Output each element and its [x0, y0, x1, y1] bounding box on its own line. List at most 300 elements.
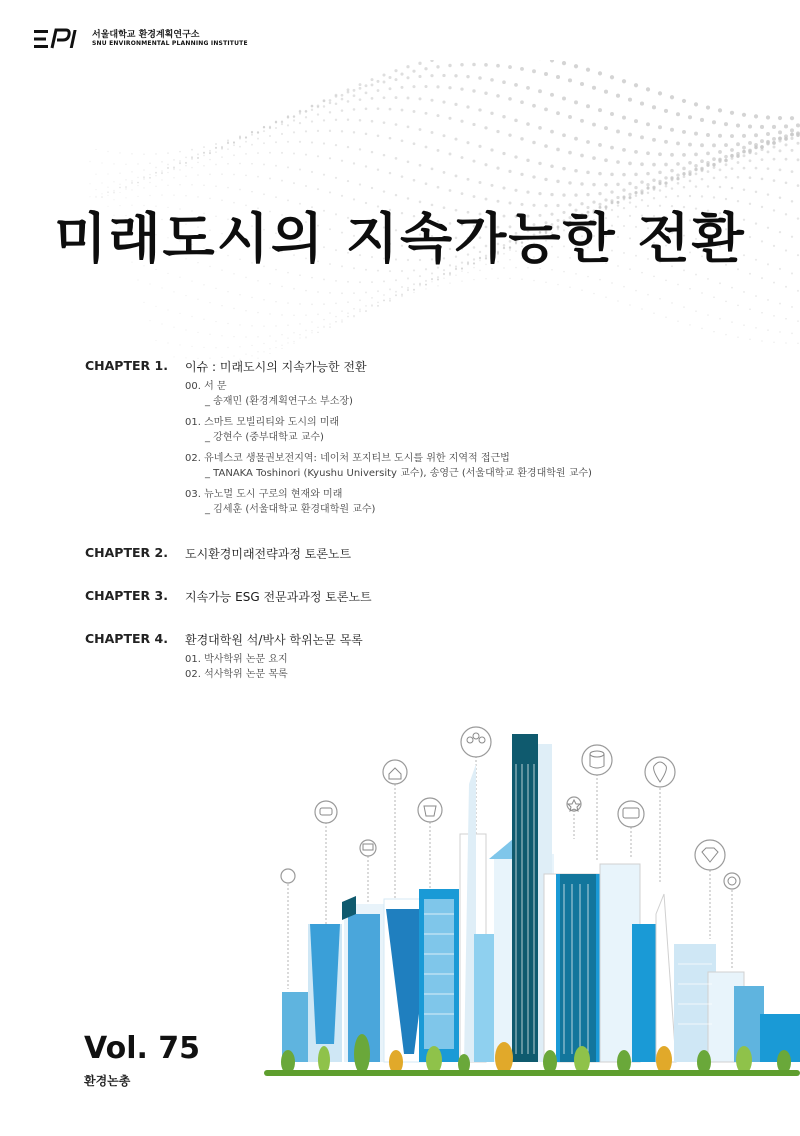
wave-dot: [359, 310, 360, 311]
wave-dot: [407, 290, 408, 291]
wave-dot: [653, 188, 656, 191]
wave-dot: [773, 315, 775, 317]
wave-dot: [514, 119, 518, 123]
wave-dot: [586, 140, 590, 144]
wave-dot: [179, 313, 180, 314]
wave-dot: [599, 279, 601, 281]
wave-dot: [778, 116, 782, 120]
wave-dot: [635, 290, 637, 292]
wave-dot: [725, 163, 728, 166]
wave-dot: [700, 159, 704, 163]
wave-dot: [161, 170, 163, 172]
wave-dot: [125, 164, 126, 165]
wave-dot: [406, 65, 409, 68]
wave-dot: [437, 285, 438, 286]
wave-dot: [269, 353, 270, 354]
wave-dot: [407, 160, 410, 163]
chapter-title: 도시환경미래전략과정 토론노트: [185, 547, 352, 561]
wave-dot: [659, 182, 662, 185]
wave-dot: [287, 117, 289, 119]
wave-dot: [731, 287, 733, 289]
wave-dot: [635, 191, 638, 194]
wave-dot: [323, 279, 325, 281]
wave-dot: [425, 146, 428, 149]
wave-dot: [239, 346, 240, 347]
wave-dot: [592, 156, 596, 160]
wave-dot: [443, 134, 446, 137]
wave-dot: [784, 124, 788, 128]
wave-dot: [263, 142, 265, 144]
wave-dot: [293, 332, 294, 333]
wave-dot: [419, 128, 422, 131]
wave-dot: [341, 292, 343, 294]
wave-dot: [203, 152, 205, 154]
wave-dot: [155, 186, 156, 187]
wave-dot: [383, 190, 385, 192]
wave-dot: [670, 128, 674, 132]
wave-dot: [647, 192, 649, 194]
wave-dot: [730, 111, 734, 115]
wave-dot: [622, 148, 626, 152]
wave-dot: [365, 310, 366, 311]
wave-dot: [514, 155, 517, 158]
wave-dot: [227, 323, 228, 324]
wave-dot: [251, 297, 252, 298]
wave-dot: [143, 153, 145, 155]
wave-dot: [520, 173, 523, 176]
wave-dot: [419, 97, 422, 100]
wave-dot: [269, 313, 270, 314]
wave-dot: [532, 175, 535, 178]
wave-dot: [454, 138, 457, 141]
wave-dot: [455, 174, 458, 177]
wave-dot: [689, 324, 691, 326]
wave-dot: [359, 183, 361, 185]
wave-dot: [281, 334, 282, 335]
toc-item-author: _ 김세훈 (서울대학교 환경대학원 교수): [205, 504, 376, 515]
chapter-body: [185, 358, 705, 523]
wave-dot: [323, 327, 324, 328]
wave-dot: [293, 341, 294, 342]
wave-dot: [520, 137, 523, 140]
wave-dot: [749, 176, 752, 179]
wave-dot: [371, 281, 373, 283]
wave-dot: [749, 308, 751, 310]
wave-dot: [305, 337, 306, 338]
wave-dot: [275, 141, 277, 143]
wave-dot: [490, 112, 493, 115]
wave-dot: [233, 336, 234, 337]
wave-dot: [454, 103, 457, 106]
wave-dot: [287, 166, 289, 168]
wave-dot: [341, 109, 344, 112]
wave-dot: [736, 142, 740, 146]
wave-dot: [778, 137, 781, 140]
wave-dot: [575, 273, 577, 275]
wave-dot: [646, 87, 650, 91]
wave-dot: [725, 301, 727, 303]
wave-dot: [670, 169, 674, 173]
wave-dot: [659, 189, 661, 191]
wave-dot: [365, 165, 367, 167]
wave-dot: [215, 151, 217, 153]
wave-dot: [437, 276, 439, 278]
wave-dot: [592, 86, 596, 90]
wave-dot: [472, 160, 475, 163]
wave-dot: [610, 146, 614, 150]
wave-dot: [490, 184, 493, 187]
wave-dot: [119, 187, 120, 188]
wave-dot: [791, 149, 794, 152]
toc-item-author: _ TANAKA Toshinori (Kyushu University 교수), 송영근 (서울대학교 환경대학원 교수): [205, 468, 592, 479]
wave-dot: [191, 280, 192, 281]
wave-dot: [173, 177, 174, 178]
wave-dot: [634, 119, 638, 123]
wave-dot: [604, 183, 607, 186]
chapter-title: 이슈 : 미래도시의 지속가능한 전환: [185, 360, 367, 374]
wave-dot: [335, 119, 337, 121]
wave-dot: [311, 141, 313, 143]
wave-dot: [497, 278, 498, 279]
wave-dot: [653, 276, 655, 278]
laptop-icon: [360, 840, 376, 856]
wave-dot: [263, 126, 265, 128]
car-icon: [315, 801, 337, 823]
wave-dot: [203, 165, 205, 167]
wave-dot: [413, 110, 416, 113]
wave-dot: [161, 161, 163, 163]
wave-dot: [634, 173, 638, 177]
wave-dot: [526, 86, 530, 90]
wave-dot: [323, 319, 325, 321]
wave-dot: [377, 290, 379, 292]
wave-dot: [532, 69, 536, 73]
wave-dot: [251, 131, 253, 133]
wave-dot: [532, 104, 536, 108]
wave-dot: [137, 163, 138, 164]
chapter-2: [85, 545, 705, 566]
wave-dot: [209, 152, 211, 154]
wave-dot: [251, 134, 253, 136]
wave-dot: [431, 131, 434, 134]
wave-dot: [257, 132, 259, 134]
wave-dot: [394, 78, 397, 81]
wave-dot: [586, 68, 590, 72]
wave-dot: [719, 318, 721, 320]
wave-dot: [707, 314, 709, 316]
wave-dot: [407, 96, 410, 99]
wave-dot: [203, 184, 205, 186]
wave-dot: [755, 152, 758, 155]
wave-dot: [598, 192, 601, 195]
wave-dot: [443, 273, 445, 275]
wave-dot: [185, 165, 187, 167]
wave-dot: [299, 112, 301, 114]
wave-dot: [730, 134, 734, 138]
wave-dot: [713, 166, 716, 169]
wave-dot: [790, 137, 793, 140]
wave-dot: [215, 164, 217, 166]
wave-dot: [556, 148, 560, 152]
wave-dot: [311, 120, 313, 122]
wave-dot: [353, 308, 355, 310]
wave-dot: [323, 303, 325, 305]
wave-dot: [754, 133, 758, 137]
wave-dot: [275, 340, 276, 341]
wave-dot: [245, 141, 247, 143]
wave-dot: [430, 60, 433, 62]
wave-dot: [131, 183, 132, 184]
wave-dot: [95, 149, 96, 150]
wave-dot: [634, 83, 638, 87]
wave-dot: [371, 297, 373, 299]
wave-dot: [743, 324, 745, 326]
wave-dot: [784, 143, 787, 146]
wave-dot: [329, 312, 331, 314]
wave-dot: [251, 355, 252, 356]
wave-dot: [221, 173, 223, 175]
wave-dot: [719, 282, 721, 284]
wave-dot: [466, 75, 469, 78]
wave-dot: [683, 306, 685, 308]
wave-dot: [251, 191, 253, 193]
wave-dot: [449, 152, 452, 155]
wave-dot: [245, 175, 247, 177]
wave-dot: [233, 141, 235, 143]
wave-dot: [676, 173, 679, 176]
wave-dot: [718, 134, 722, 138]
wave-dot: [544, 144, 548, 148]
wave-dot: [347, 91, 350, 94]
wave-dot: [791, 333, 793, 335]
chapter-1: [85, 358, 705, 523]
wave-dot: [335, 144, 337, 146]
wave-dot: [383, 81, 386, 84]
wave-dot: [347, 281, 349, 283]
ground-strip: [264, 1070, 800, 1076]
wave-dot: [239, 138, 241, 140]
wave-dot: [586, 171, 590, 175]
wave-dot: [329, 130, 331, 132]
wave-dot: [353, 315, 354, 316]
wave-dot: [287, 337, 288, 338]
wave-dot: [665, 185, 668, 188]
wave-dot: [544, 72, 548, 76]
wave-dot: [137, 185, 138, 186]
wave-dot: [305, 130, 307, 132]
wave-dot: [773, 179, 776, 182]
wave-dot: [329, 111, 331, 113]
wave-dot: [167, 172, 168, 173]
wave-dot: [341, 130, 343, 132]
wave-dot: [401, 286, 403, 288]
wave-dot: [275, 127, 277, 129]
wave-dot: [562, 167, 566, 171]
home-icon: [383, 760, 407, 784]
wave-dot: [749, 339, 751, 341]
wave-dot: [743, 154, 746, 157]
wave-dot: [419, 164, 422, 167]
wave-dot: [401, 86, 404, 89]
wave-dot: [502, 186, 505, 189]
wave-dot: [472, 63, 476, 67]
wave-dot: [359, 98, 362, 101]
wave-dot: [365, 92, 368, 95]
wave-dot: [335, 280, 337, 282]
wave-dot: [353, 292, 355, 294]
wave-dot: [508, 97, 512, 101]
wave-dot: [365, 291, 367, 293]
wave-dot: [509, 278, 510, 279]
people-icon: [461, 727, 491, 757]
wave-dot: [287, 141, 289, 143]
wave-dot: [305, 314, 307, 316]
wave-dot: [767, 299, 769, 301]
wave-dot: [694, 152, 698, 156]
wave-dot: [209, 150, 211, 152]
wave-dot: [419, 275, 421, 277]
wave-dot: [191, 316, 192, 317]
wave-dot: [173, 327, 174, 328]
chat-icon: [618, 801, 644, 827]
wave-dot: [700, 143, 704, 147]
wave-dot: [155, 167, 157, 169]
wave-dot: [377, 80, 380, 83]
wave-dot: [707, 164, 710, 167]
wave-dot: [101, 193, 102, 194]
wave-dot: [665, 279, 667, 281]
wave-dot: [329, 323, 331, 325]
wave-dot: [335, 321, 336, 322]
wave-dot: [695, 168, 698, 171]
wave-dot: [664, 176, 667, 179]
wave-dot: [628, 162, 632, 166]
wave-dot: [779, 149, 782, 152]
wave-dot: [359, 119, 362, 122]
wave-dot: [695, 173, 698, 176]
wave-dot: [371, 187, 373, 189]
wave-dot: [143, 179, 144, 180]
wave-dot: [484, 163, 487, 166]
toc-item-label: 00. 서 문: [185, 381, 227, 392]
wave-dot: [215, 288, 216, 289]
wave-dot: [412, 70, 415, 73]
wave-dot: [737, 161, 740, 164]
wave-dot: [179, 184, 180, 185]
wave-dot: [713, 331, 715, 333]
wave-dot: [317, 130, 319, 132]
wave-dot: [341, 319, 343, 321]
wave-dot: [227, 347, 228, 348]
wave-dot: [761, 340, 763, 342]
wave-dot: [227, 291, 228, 292]
wave-dot: [689, 180, 692, 183]
wave-dot: [353, 162, 355, 164]
wave-dot: [508, 65, 512, 69]
wave-dot: [281, 180, 283, 182]
wave-dot: [197, 157, 199, 159]
wave-dot: [431, 278, 433, 280]
wave-dot: [394, 69, 397, 72]
wave-dot: [682, 153, 686, 157]
wave-dot: [772, 137, 776, 141]
wave-dot: [658, 91, 662, 95]
logo-text: [92, 31, 248, 47]
wave-dot: [395, 291, 397, 293]
wave-dot: [791, 306, 793, 308]
wave-dot: [496, 130, 499, 133]
wave-dot: [269, 348, 270, 349]
wave-dot: [281, 348, 282, 349]
wave-dot: [191, 149, 193, 151]
wave-dot: [245, 277, 247, 279]
wave-dot: [569, 286, 571, 288]
wave-dot: [773, 282, 775, 284]
wave-dot: [748, 124, 752, 128]
wave-dot: [335, 102, 338, 105]
wave-dot: [167, 167, 169, 169]
wave-dot: [749, 273, 751, 275]
wave-dot: [329, 99, 332, 102]
wave-dot: [377, 302, 379, 304]
wave-dot: [317, 314, 319, 316]
wave-dot: [245, 336, 246, 337]
wave-dot: [191, 184, 193, 186]
wave-dot: [209, 302, 210, 303]
wave-dot: [616, 183, 619, 186]
wave-dot: [161, 179, 162, 180]
wave-dot: [437, 279, 439, 281]
wave-dot: [113, 163, 114, 164]
wave-dot: [412, 85, 415, 88]
wave-dot: [383, 280, 385, 282]
wave-dot: [251, 163, 253, 165]
wave-dot: [797, 158, 800, 161]
wave-dot: [718, 108, 722, 112]
wave-dot: [568, 78, 572, 82]
wave-dot: [179, 163, 181, 165]
wave-dot: [101, 182, 102, 183]
wave-dot: [659, 298, 661, 300]
wave-dot: [371, 78, 374, 81]
wave-dot: [797, 320, 799, 322]
wave-dot: [719, 160, 722, 163]
wave-dot: [233, 273, 234, 274]
wave-dot: [395, 294, 396, 295]
wave-dot: [484, 63, 488, 67]
wave-dot: [107, 191, 108, 192]
wave-dot: [478, 76, 482, 80]
wave-dot: [347, 301, 349, 303]
wave-dot: [556, 75, 560, 79]
wave-dot: [628, 133, 632, 137]
wave-dot: [719, 186, 721, 188]
wave-dot: [275, 121, 277, 123]
wave-dot: [797, 184, 800, 187]
wave-dot: [167, 164, 169, 166]
wave-dot: [293, 131, 295, 133]
wave-dot: [227, 187, 229, 189]
wave-dot: [532, 141, 536, 145]
wave-dot: [664, 163, 668, 167]
wave-dot: [161, 287, 162, 288]
wave-dot: [598, 71, 602, 75]
wave-dot: [640, 135, 644, 139]
wave-dot: [239, 189, 241, 191]
wave-dot: [191, 158, 193, 160]
wave-dot: [550, 130, 554, 134]
wave-dot: [293, 119, 295, 121]
